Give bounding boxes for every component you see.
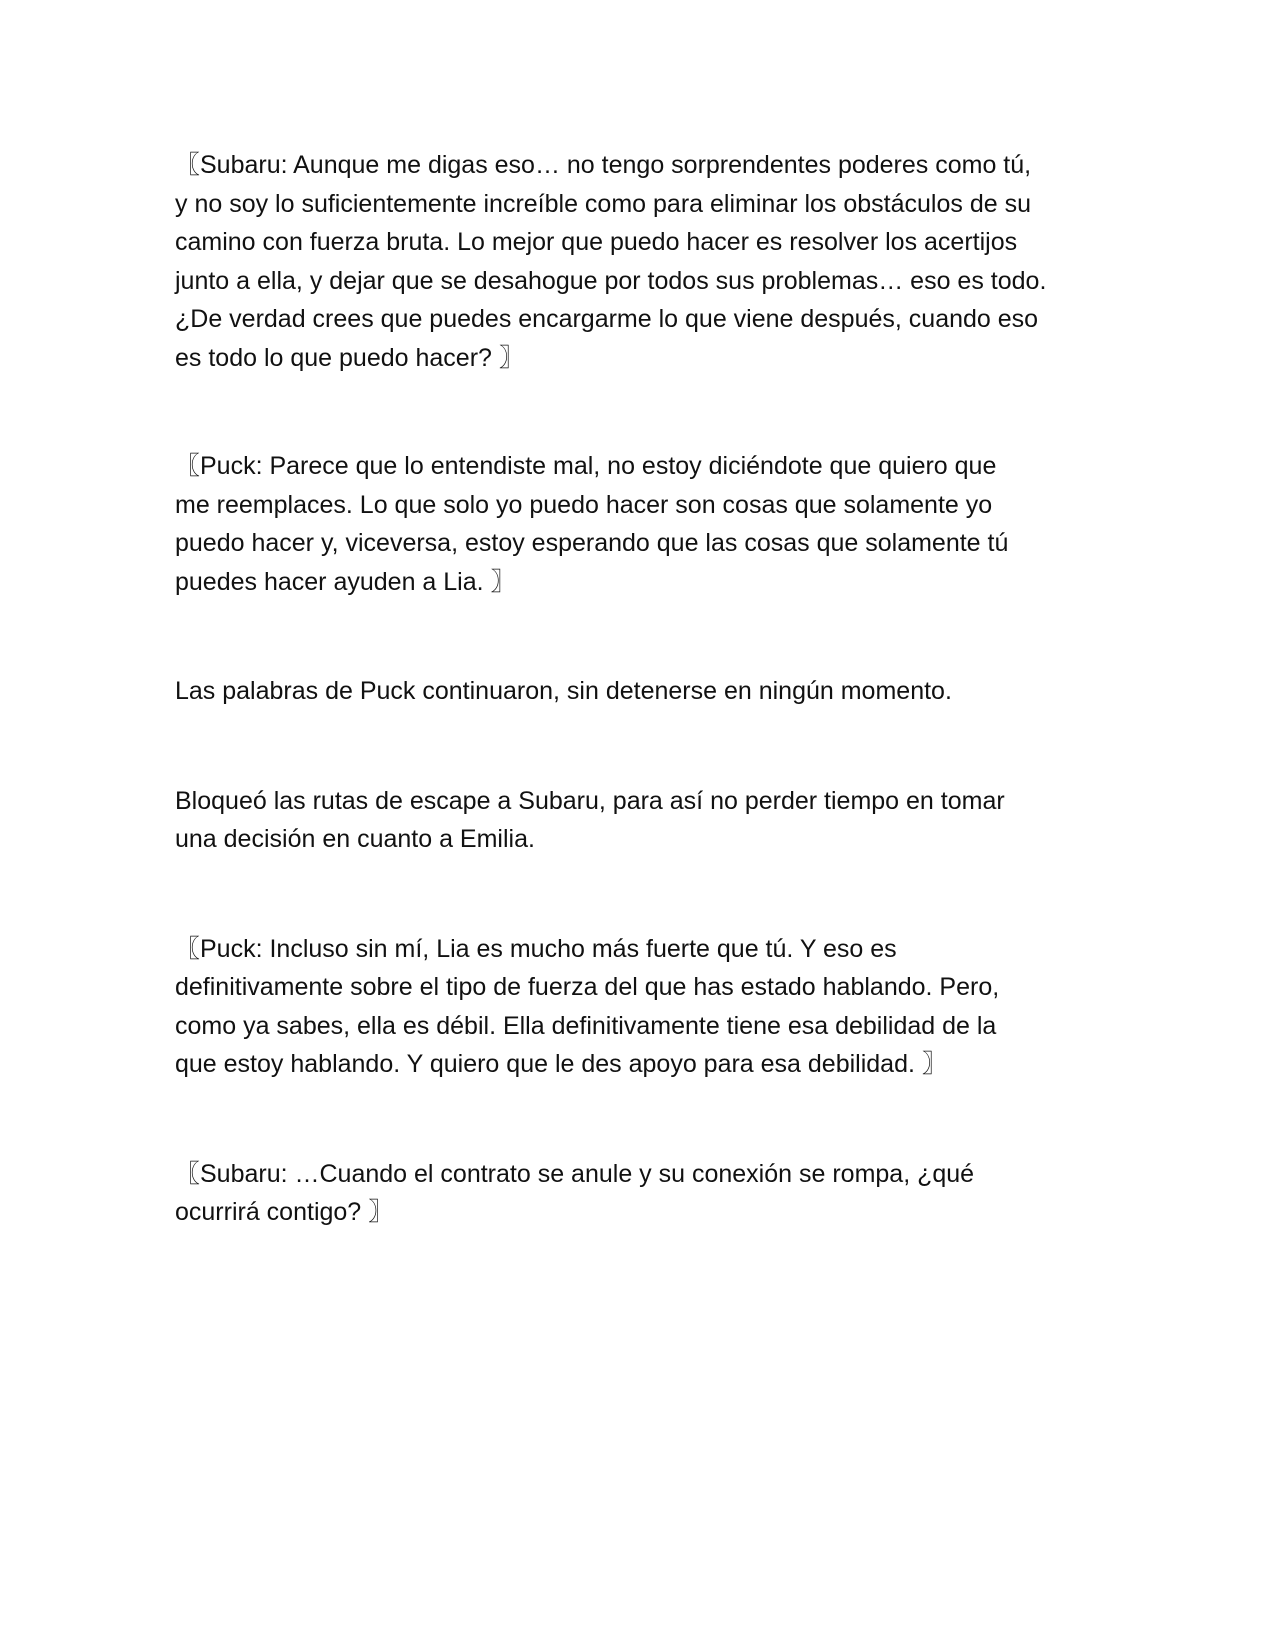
paragraph-puck-2	[175, 930, 1105, 1084]
text-line: definitivamente sobre el tipo de fuerza del que has estado hablando. Pero,	[175, 973, 1000, 1001]
text-line: ¿De verdad crees que puedes encargarme lo que viene después, cuando eso	[175, 305, 1039, 333]
text-line: puedes hacer ayuden a Lia. 〗	[175, 567, 516, 596]
text-line: Las palabras de Puck continuaron, sin detenerse en ningún momento.	[175, 677, 952, 705]
paragraph-puck-1	[175, 447, 1105, 601]
text-line: como ya sabes, ella es débil. Ella definitivamente tiene esa debilidad de la	[175, 1011, 997, 1040]
paragraph-narration-1	[175, 672, 1105, 711]
paragraph-spacer	[175, 1084, 1105, 1155]
text-line: 〖Subaru: …Cuando el contrato se anule y su conexión se rompa, ¿qué	[175, 1159, 975, 1188]
paragraph-spacer	[175, 711, 1105, 782]
text-line: 〖Puck: Incluso sin mí, Lia es mucho más fuerte que tú. Y eso es	[175, 934, 897, 963]
text-line: una decisión en cuanto a Emilia.	[175, 825, 535, 853]
text-line: 〖Subaru: Aunque me digas eso… no tengo sorprendentes poderes como tú,	[175, 151, 1032, 179]
text-line: que estoy hablando. Y quiero que le des apoyo para esa debilidad. 〗	[175, 1050, 947, 1078]
text-line: y no soy lo suficientemente increíble como para eliminar los obstáculos de su	[175, 189, 1031, 218]
paragraph-narration-2	[175, 782, 1105, 859]
text-line: es todo lo que puedo hacer? 〗	[175, 343, 524, 372]
text-line: ocurrirá contigo? 〗	[175, 1198, 394, 1226]
paragraph-spacer	[175, 859, 1105, 930]
paragraph-subaru-1	[175, 146, 1105, 377]
text-line: camino con fuerza bruta. Lo mejor que puedo hacer es resolver los acertijos	[175, 228, 1018, 256]
text-line: junto a ella, y dejar que se desahogue por todos sus problemas… eso es todo.	[175, 266, 1047, 295]
text-line: Bloqueó las rutas de escape a Subaru, para así no perder tiempo en tomar	[175, 786, 1005, 815]
paragraph-subaru-2	[175, 1155, 1105, 1232]
text-line: me reemplaces. Lo que solo yo puedo hacer son cosas que solamente yo	[175, 490, 993, 519]
text-line: puedo hacer y, viceversa, estoy esperando que las cosas que solamente tú	[175, 529, 1009, 557]
document-body	[175, 146, 1105, 1232]
paragraph-spacer	[175, 601, 1105, 672]
text-line: 〖Puck: Parece que lo entendiste mal, no estoy diciéndote que quiero que	[175, 452, 997, 480]
paragraph-spacer	[175, 377, 1105, 447]
